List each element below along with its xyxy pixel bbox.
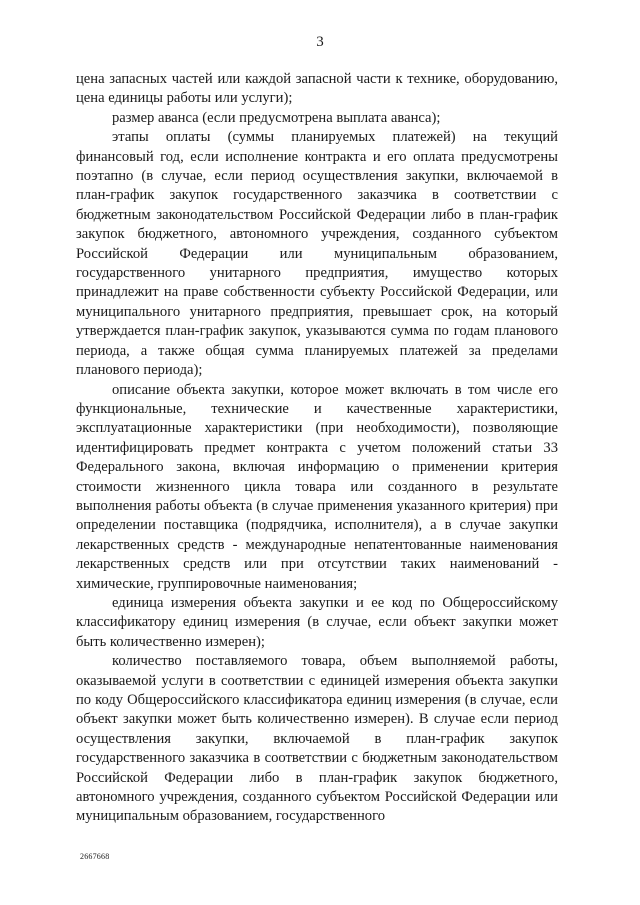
- paragraph-advance-amount: размер аванса (если предусмотрена выплата аванса);: [112, 109, 441, 126]
- page-number: 3: [316, 34, 324, 50]
- paragraph-spare-parts-price: цена запасных частей или каждой запасной части к технике, оборудованию, цена единицы работы или услуги);: [76, 71, 558, 107]
- document-id: 2667668: [80, 852, 110, 861]
- paragraph-quantity: количество поставляемого товара, объем выполняемой работы, оказываемой услуги в соответствии с единицей измерения объекта закупки по коду Общероссийского классификатора единиц измерения (в случае, если объект закупки может быть количественно измерен). В случае если период осуществления закупки, включаемой в план-график закупок государственного заказчика в соответствии с бюджетным законодательством Российской Федерации либо в план-график закупок бюджетного, автономного учреждения, созданного субъектом Российской Федерации или муниципальным образованием, государственного: [76, 653, 558, 825]
- paragraph-procurement-object-description: описание объекта закупки, которое может включать в том числе его функциональные, технические и качественные характеристики, эксплуатационные характеристики (при необходимости), позволяющие идентифицировать предмет контракта с учетом положений статьи 33 Федерального закона, включая информацию о применении критерия стоимости жизненного цикла товара или созданного в результате выполнения работы объекта (в случае применения указанного критерия) при определении поставщика (подрядчика, исполнителя), а в случае закупки лекарственных средств - международные непатентованные наименования лекарственных средств или при отсутствии таких наименований - химические, группировочные наименования;: [76, 381, 558, 592]
- document-body: [76, 70, 558, 827]
- paragraph-unit-of-measure: единица измерения объекта закупки и ее код по Общероссийскому классификатору единиц измерения (в случае, если объект закупки может быть количественно измерен);: [76, 594, 558, 650]
- paragraph-payment-stages: этапы оплаты (суммы планируемых платежей) на текущий финансовый год, если исполнение контракта и его оплата предусмотрены поэтапно (в случае, если период осуществления закупки, включаемой в план-график закупок государственного заказчика в соответствии с бюджетным законодательством Российской Федерации либо в план-график закупок бюджетного, автономного учреждения, созданного субъектом Российской Федерации или муниципальным образованием, государственного унитарного предприятия, имущество которых принадлежит на праве собственности субъекту Российской Федерации, или муниципального унитарного предприятия, превышает срок, на который утверждается план-график закупок, указываются сумма по годам планового периода, а также общая сумма планируемых платежей за пределами планового периода);: [76, 129, 558, 379]
